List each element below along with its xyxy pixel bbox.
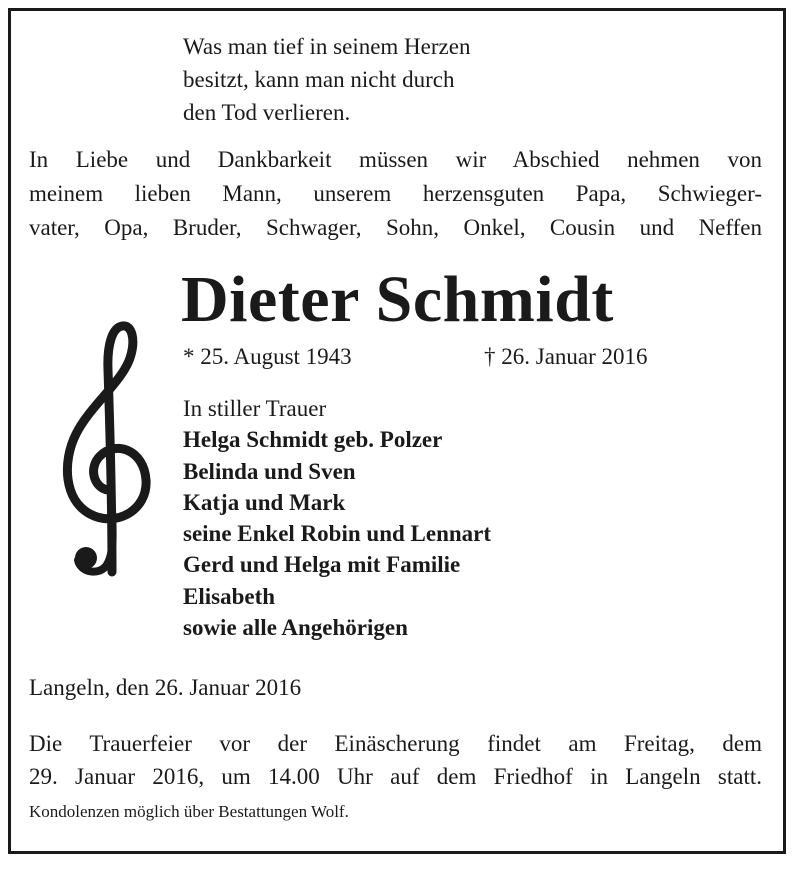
mourner-name: seine Enkel Robin und Lennart (183, 521, 492, 547)
deceased-name: Dieter Schmidt (181, 263, 614, 336)
mourner-name: sowie alle Angehörigen (183, 615, 408, 641)
ceremony-notice (29, 727, 762, 793)
verse-line: den Tod verlieren. (183, 100, 351, 125)
farewell-line: vater, Opa, Bruder, Schwager, Sohn, Onkel, Cousin und Neffen (29, 215, 762, 240)
mourner-name: Katja und Mark (183, 489, 346, 515)
farewell-line: In Liebe und Dankbarkeit müssen wir Abschied nehmen von (29, 147, 762, 172)
farewell-line: meinem lieben Mann, unserem herzensguten Papa, Schwieger- (29, 181, 762, 206)
mourning-intro: In stiller Trauer (183, 396, 327, 421)
memorial-verse (183, 30, 470, 129)
life-dates (183, 340, 683, 374)
birth-date: * 25. August 1943 (183, 344, 352, 369)
ceremony-line: 29. Januar 2016, um 14.00 Uhr auf dem Friedhof in Langeln statt. (29, 764, 762, 789)
verse-line: Was man tief in seinem Herzen (183, 34, 471, 59)
mourner-name: Helga Schmidt geb. Polzer (183, 427, 443, 453)
place-and-date: Langeln, den 26. Januar 2016 (29, 675, 302, 700)
ceremony-line: Die Trauerfeier vor der Einäscherung findet am Freitag, dem (29, 731, 762, 756)
mourners-list (183, 393, 491, 643)
mourner-name: Belinda und Sven (183, 458, 356, 484)
mourner-name: Elisabeth (183, 583, 276, 609)
farewell-text (29, 143, 762, 245)
treble-clef-icon (50, 310, 160, 580)
verse-line: besitzt, kann man nicht durch (183, 67, 455, 92)
condolence-note: Kondolenzen möglich über Bestattungen Wolf. (29, 802, 349, 821)
death-date: † 26. Januar 2016 (484, 344, 648, 369)
mourner-name: Gerd und Helga mit Familie (183, 552, 461, 578)
